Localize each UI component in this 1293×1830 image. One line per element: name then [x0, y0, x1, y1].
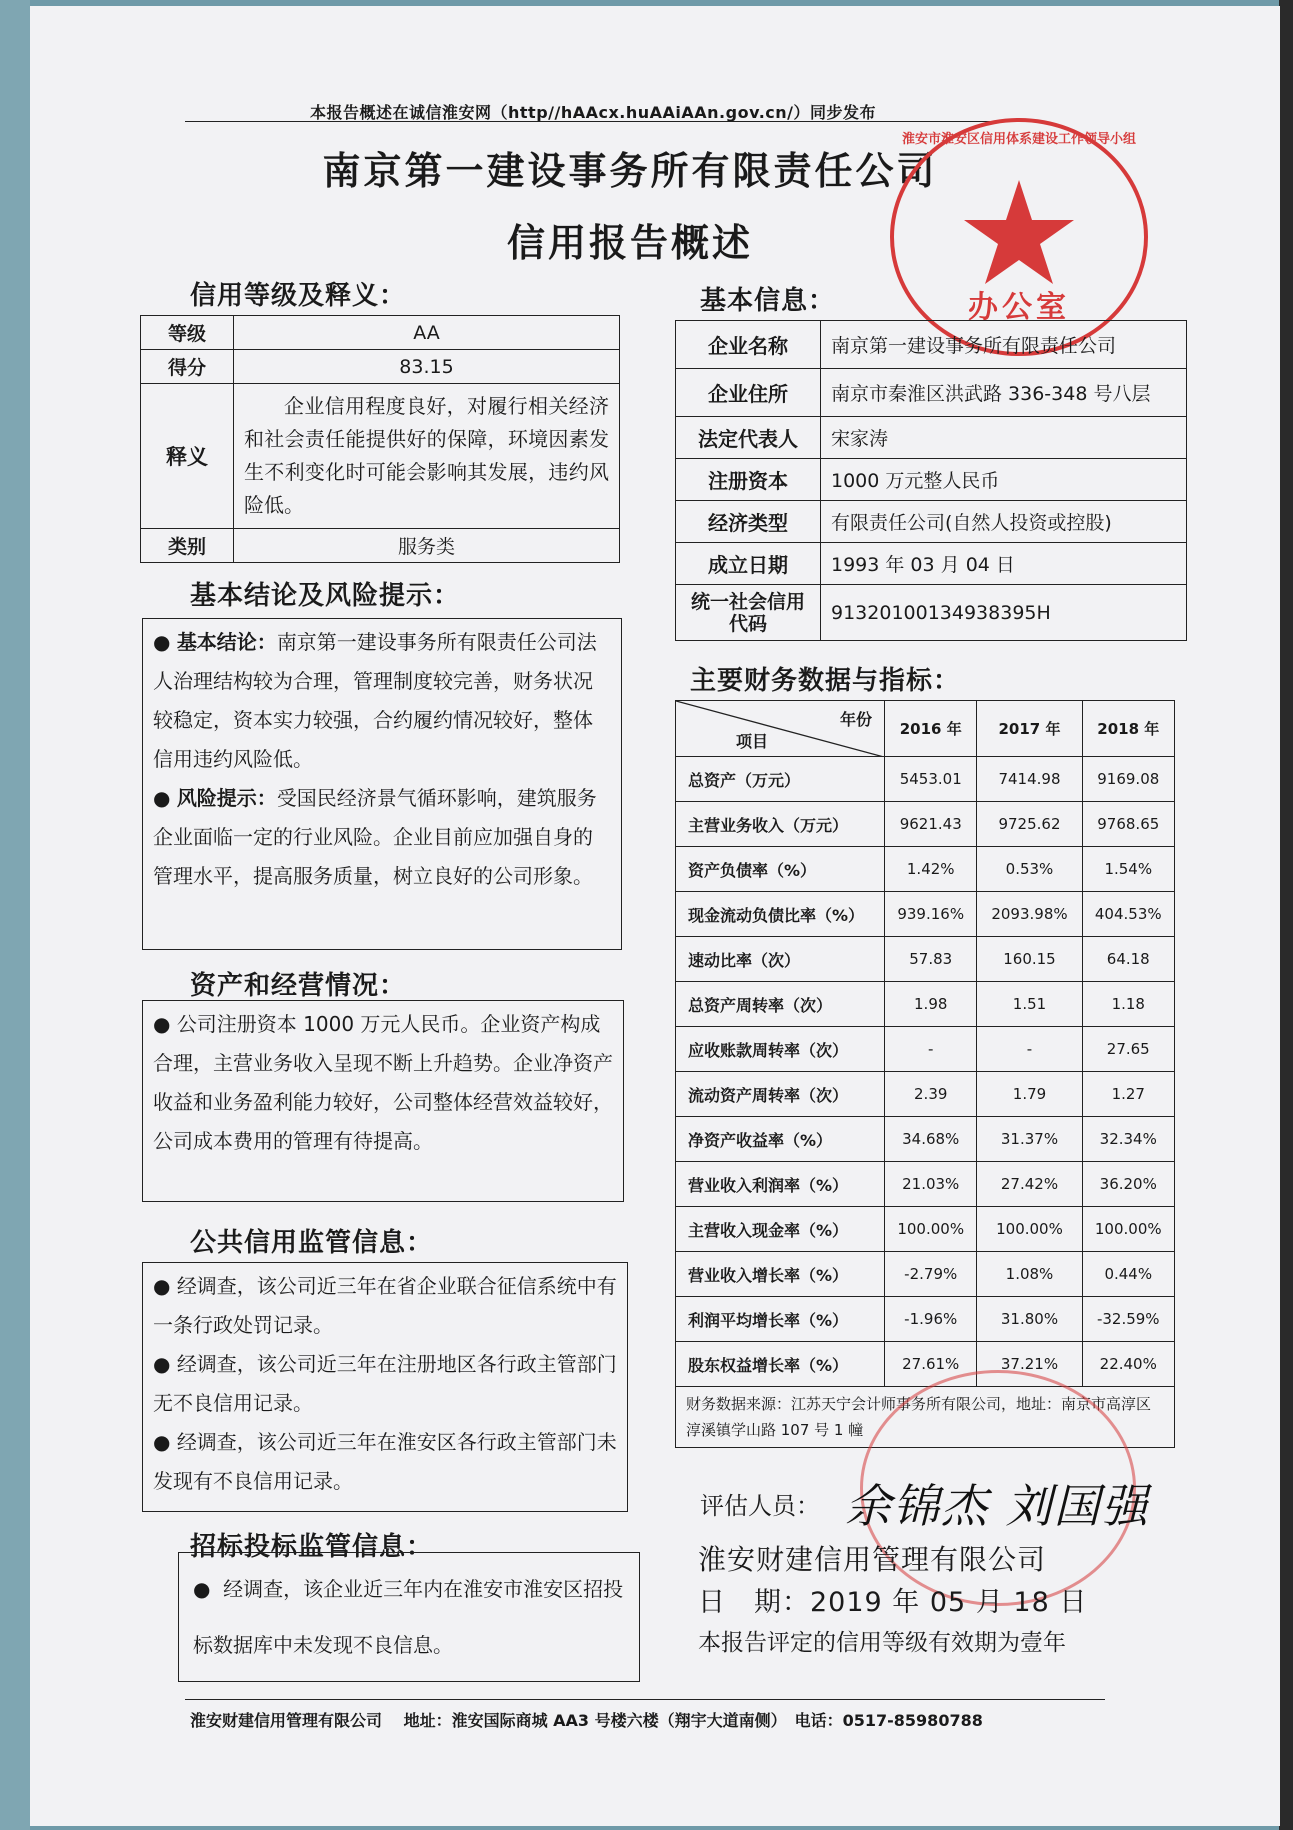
metric-value: 31.80% — [977, 1297, 1082, 1342]
metric-label: 总资产周转率（次） — [676, 982, 885, 1027]
metric-value: 9621.43 — [885, 802, 977, 847]
table-row — [676, 1072, 1175, 1117]
financial-source: 财务数据来源：江苏天宁会计师事务所有限公司，地址：南京市高淳区淳溪镇学山路 107 号 1 幢 — [676, 1387, 1175, 1448]
metric-label: 营业收入利润率（%） — [676, 1162, 885, 1207]
table-row — [676, 701, 1175, 757]
metric-value: 31.37% — [977, 1117, 1082, 1162]
rating-table — [140, 315, 620, 563]
validity-note: 本报告评定的信用等级有效期为壹年 — [698, 1630, 1066, 1656]
field-label: 成立日期 — [676, 543, 821, 585]
bidding-heading: 招标投标监管信息： — [190, 1532, 434, 1562]
bullet-icon: ● — [153, 1352, 171, 1376]
field-value: 南京市秦淮区洪武路 336-348 号八层 — [821, 369, 1187, 417]
metric-value: 64.18 — [1082, 937, 1174, 982]
footer-contact: 淮安财建信用管理有限公司 地址：淮安国际商城 AA3 号楼六楼（翔宇大道南侧） 电话：0517-85980788 — [190, 1711, 983, 1730]
metric-value: 0.44% — [1082, 1252, 1174, 1297]
basic-info-table — [675, 320, 1187, 641]
bidding-text: 经调查，该企业近三年内在淮安市淮安区招投标数据库中未发现不良信息。 — [193, 1577, 624, 1657]
credit-item-text: 经调查，该公司近三年在注册地区各行政主管部门无不良信用记录。 — [153, 1352, 617, 1415]
basic-info-heading: 基本信息： — [700, 286, 836, 316]
metric-value: 160.15 — [977, 937, 1082, 982]
bullet-icon: ● — [153, 1012, 171, 1036]
table-row — [676, 585, 1187, 641]
metric-value: 1.54% — [1082, 847, 1174, 892]
metric-value: -32.59% — [1082, 1297, 1174, 1342]
metric-value: 5453.01 — [885, 757, 977, 802]
field-value: 南京第一建设事务所有限责任公司 — [821, 321, 1187, 369]
metric-label: 流动资产周转率（次） — [676, 1072, 885, 1117]
metric-value: 7414.98 — [977, 757, 1082, 802]
table-row — [676, 369, 1187, 417]
table-row — [676, 892, 1175, 937]
metric-value: 100.00% — [1082, 1207, 1174, 1252]
header-note: 本报告概述在诚信淮安网（http//hAAcx.huAAiAAn.gov.cn/）同步发布 — [310, 103, 877, 122]
rating-key: 释义 — [141, 384, 234, 529]
table-row — [676, 321, 1187, 369]
rating-key: 得分 — [141, 350, 234, 384]
metric-label: 应收账款周转率（次） — [676, 1027, 885, 1072]
table-row — [141, 384, 620, 529]
metric-value: 1.08% — [977, 1252, 1082, 1297]
table-row — [676, 982, 1175, 1027]
handwritten-signature: 余锦杰 刘国强 — [845, 1479, 1150, 1533]
metric-value: 21.03% — [885, 1162, 977, 1207]
field-value: 91320100134938395H — [821, 585, 1187, 641]
risk-text: 受国民经济景气循环影响，建筑服务企业面临一定的行业风险。企业目前应加强自身的管理水平，提高服务质量，树立良好的公司形象。 — [153, 786, 597, 888]
rating-grade: AA — [234, 316, 620, 350]
metric-value: 0.53% — [977, 847, 1082, 892]
conclusion-box — [142, 618, 622, 950]
title-company: 南京第一建设事务所有限责任公司 — [322, 149, 938, 193]
page-right-edge — [1279, 0, 1293, 1830]
risk-label: 风险提示： — [176, 786, 277, 810]
field-label: 企业住所 — [676, 369, 821, 417]
list-item — [153, 1345, 617, 1423]
list-item — [153, 1267, 617, 1345]
financials-body — [676, 757, 1175, 1387]
bullet-icon: ● — [153, 786, 171, 810]
metric-value: 27.65 — [1082, 1027, 1174, 1072]
metric-value: 9169.08 — [1082, 757, 1174, 802]
rating-key: 类别 — [141, 529, 234, 563]
assets-heading: 资产和经营情况： — [190, 971, 407, 1001]
bullet-icon: ● — [153, 630, 171, 654]
year-header: 2018 年 — [1082, 701, 1174, 757]
table-row — [676, 1162, 1175, 1207]
rating-category: 服务类 — [234, 529, 620, 563]
table-row — [676, 459, 1187, 501]
field-label: 注册资本 — [676, 459, 821, 501]
field-value: 1000 万元整人民币 — [821, 459, 1187, 501]
metric-value: 939.16% — [885, 892, 977, 937]
metric-value: 57.83 — [885, 937, 977, 982]
corner-year-label: 年份 — [839, 710, 872, 729]
field-label: 企业名称 — [676, 321, 821, 369]
conclusion-text: 南京第一建设事务所有限责任公司法人治理结构较为合理，管理制度较完善，财务状况较稳定，资本实力较强，合约履约情况较好，整体信用违约风险低。 — [153, 630, 597, 771]
metric-value: 34.68% — [885, 1117, 977, 1162]
public-credit-heading: 公共信用监管信息： — [190, 1228, 434, 1258]
rating-key: 等级 — [141, 316, 234, 350]
table-row — [676, 937, 1175, 982]
metric-label: 净资产收益率（%） — [676, 1117, 885, 1162]
conclusion-label: 基本结论： — [176, 630, 277, 654]
metric-value: 1.27 — [1082, 1072, 1174, 1117]
table-row — [141, 529, 620, 563]
issuer-name: 淮安财建信用管理有限公司 — [698, 1543, 1047, 1576]
metric-value: 1.18 — [1082, 982, 1174, 1027]
metric-label: 营业收入增长率（%） — [676, 1252, 885, 1297]
metric-label: 主营收入现金率（%） — [676, 1207, 885, 1252]
bullet-icon: ● — [153, 1274, 171, 1298]
table-row — [141, 350, 620, 384]
table-row — [676, 1027, 1175, 1072]
bullet-icon: ● — [193, 1577, 211, 1601]
financials-table — [675, 700, 1175, 1448]
metric-value: 27.42% — [977, 1162, 1082, 1207]
table-row — [676, 1207, 1175, 1252]
rating-heading: 信用等级及释义： — [190, 281, 407, 311]
metric-value: 9725.62 — [977, 802, 1082, 847]
table-row — [676, 417, 1187, 459]
rating-score: 83.15 — [234, 350, 620, 384]
field-label: 经济类型 — [676, 501, 821, 543]
assets-text: 公司注册资本 1000 万元人民币。企业资产构成合理，主营业务收入呈现不断上升趋势。企业净资产收益和业务盈利能力较好，公司整体经营效益较好，公司成本费用的管理有待提高。 — [153, 1012, 613, 1153]
metric-value: -2.79% — [885, 1252, 977, 1297]
metric-value: 100.00% — [885, 1207, 977, 1252]
year-header: 2017 年 — [977, 701, 1082, 757]
field-label: 法定代表人 — [676, 417, 821, 459]
metric-label: 利润平均增长率（%） — [676, 1297, 885, 1342]
evaluator-label: 评估人员： — [700, 1492, 820, 1520]
metric-value: 36.20% — [1082, 1162, 1174, 1207]
table-row — [676, 1117, 1175, 1162]
credit-item-text: 经调查，该公司近三年在省企业联合征信系统中有一条行政处罚记录。 — [153, 1274, 617, 1337]
metric-value: 9768.65 — [1082, 802, 1174, 847]
report-date: 日 期：2019 年 05 月 18 日 — [698, 1587, 1088, 1618]
rating-explanation: 企业信用程度良好，对履行相关经济和社会责任能提供好的保障，环境因素发生不利变化时可能会影响其发展，违约风险低。 — [234, 384, 620, 529]
bidding-box — [178, 1552, 640, 1682]
table-row — [676, 543, 1187, 585]
metric-value: - — [885, 1027, 977, 1072]
metric-value: 1.98 — [885, 982, 977, 1027]
metric-value: 100.00% — [977, 1207, 1082, 1252]
metric-value: 404.53% — [1082, 892, 1174, 937]
metric-value: 32.34% — [1082, 1117, 1174, 1162]
metric-value: - — [977, 1027, 1082, 1072]
table-row — [676, 847, 1175, 892]
metric-value: 22.40% — [1082, 1342, 1174, 1387]
field-value: 宋家涛 — [821, 417, 1187, 459]
title-report: 信用报告概述 — [506, 221, 753, 265]
metric-value: 2093.98% — [977, 892, 1082, 937]
table-row — [676, 501, 1187, 543]
stamp-ring-text: 淮安市淮安区信用体系建设工作领导小组 — [901, 132, 1136, 147]
metric-value: -1.96% — [885, 1297, 977, 1342]
public-credit-box — [142, 1262, 628, 1512]
metric-value: 1.42% — [885, 847, 977, 892]
metric-label: 总资产（万元） — [676, 757, 885, 802]
table-row — [141, 316, 620, 350]
page-left-edge — [0, 0, 30, 1830]
financials-heading: 主要财务数据与指标： — [690, 666, 961, 696]
metric-label: 股东权益增长率（%） — [676, 1342, 885, 1387]
metric-label: 资产负债率（%） — [676, 847, 885, 892]
corner-cell — [676, 701, 885, 757]
table-row — [676, 1342, 1175, 1387]
field-label: 统一社会信用代码 — [676, 585, 821, 641]
metric-label: 速动比率（次） — [676, 937, 885, 982]
table-row — [676, 757, 1175, 802]
table-row — [676, 1297, 1175, 1342]
list-item — [153, 1423, 617, 1501]
year-header: 2016 年 — [885, 701, 977, 757]
table-row — [676, 1252, 1175, 1297]
metric-value: 2.39 — [885, 1072, 977, 1117]
bullet-icon: ● — [153, 1430, 171, 1454]
metric-value: 1.79 — [977, 1072, 1082, 1117]
field-value: 有限责任公司(自然人投资或控股) — [821, 501, 1187, 543]
metric-label: 现金流动负债比率（%） — [676, 892, 885, 937]
assets-box — [142, 1000, 624, 1202]
field-value: 1993 年 03 月 04 日 — [821, 543, 1187, 585]
conclusion-heading: 基本结论及风险提示： — [190, 581, 461, 611]
metric-value: 37.21% — [977, 1342, 1082, 1387]
footer-rule — [185, 1699, 1105, 1700]
metric-value: 1.51 — [977, 982, 1082, 1027]
metric-label: 主营业务收入（万元） — [676, 802, 885, 847]
stamp-office-text: 办公室 — [968, 290, 1070, 325]
corner-item-label: 项目 — [736, 732, 769, 751]
table-row — [676, 802, 1175, 847]
metric-value: 27.61% — [885, 1342, 977, 1387]
credit-item-text: 经调查，该公司近三年在淮安区各行政主管部门未发现有不良信用记录。 — [153, 1430, 617, 1493]
